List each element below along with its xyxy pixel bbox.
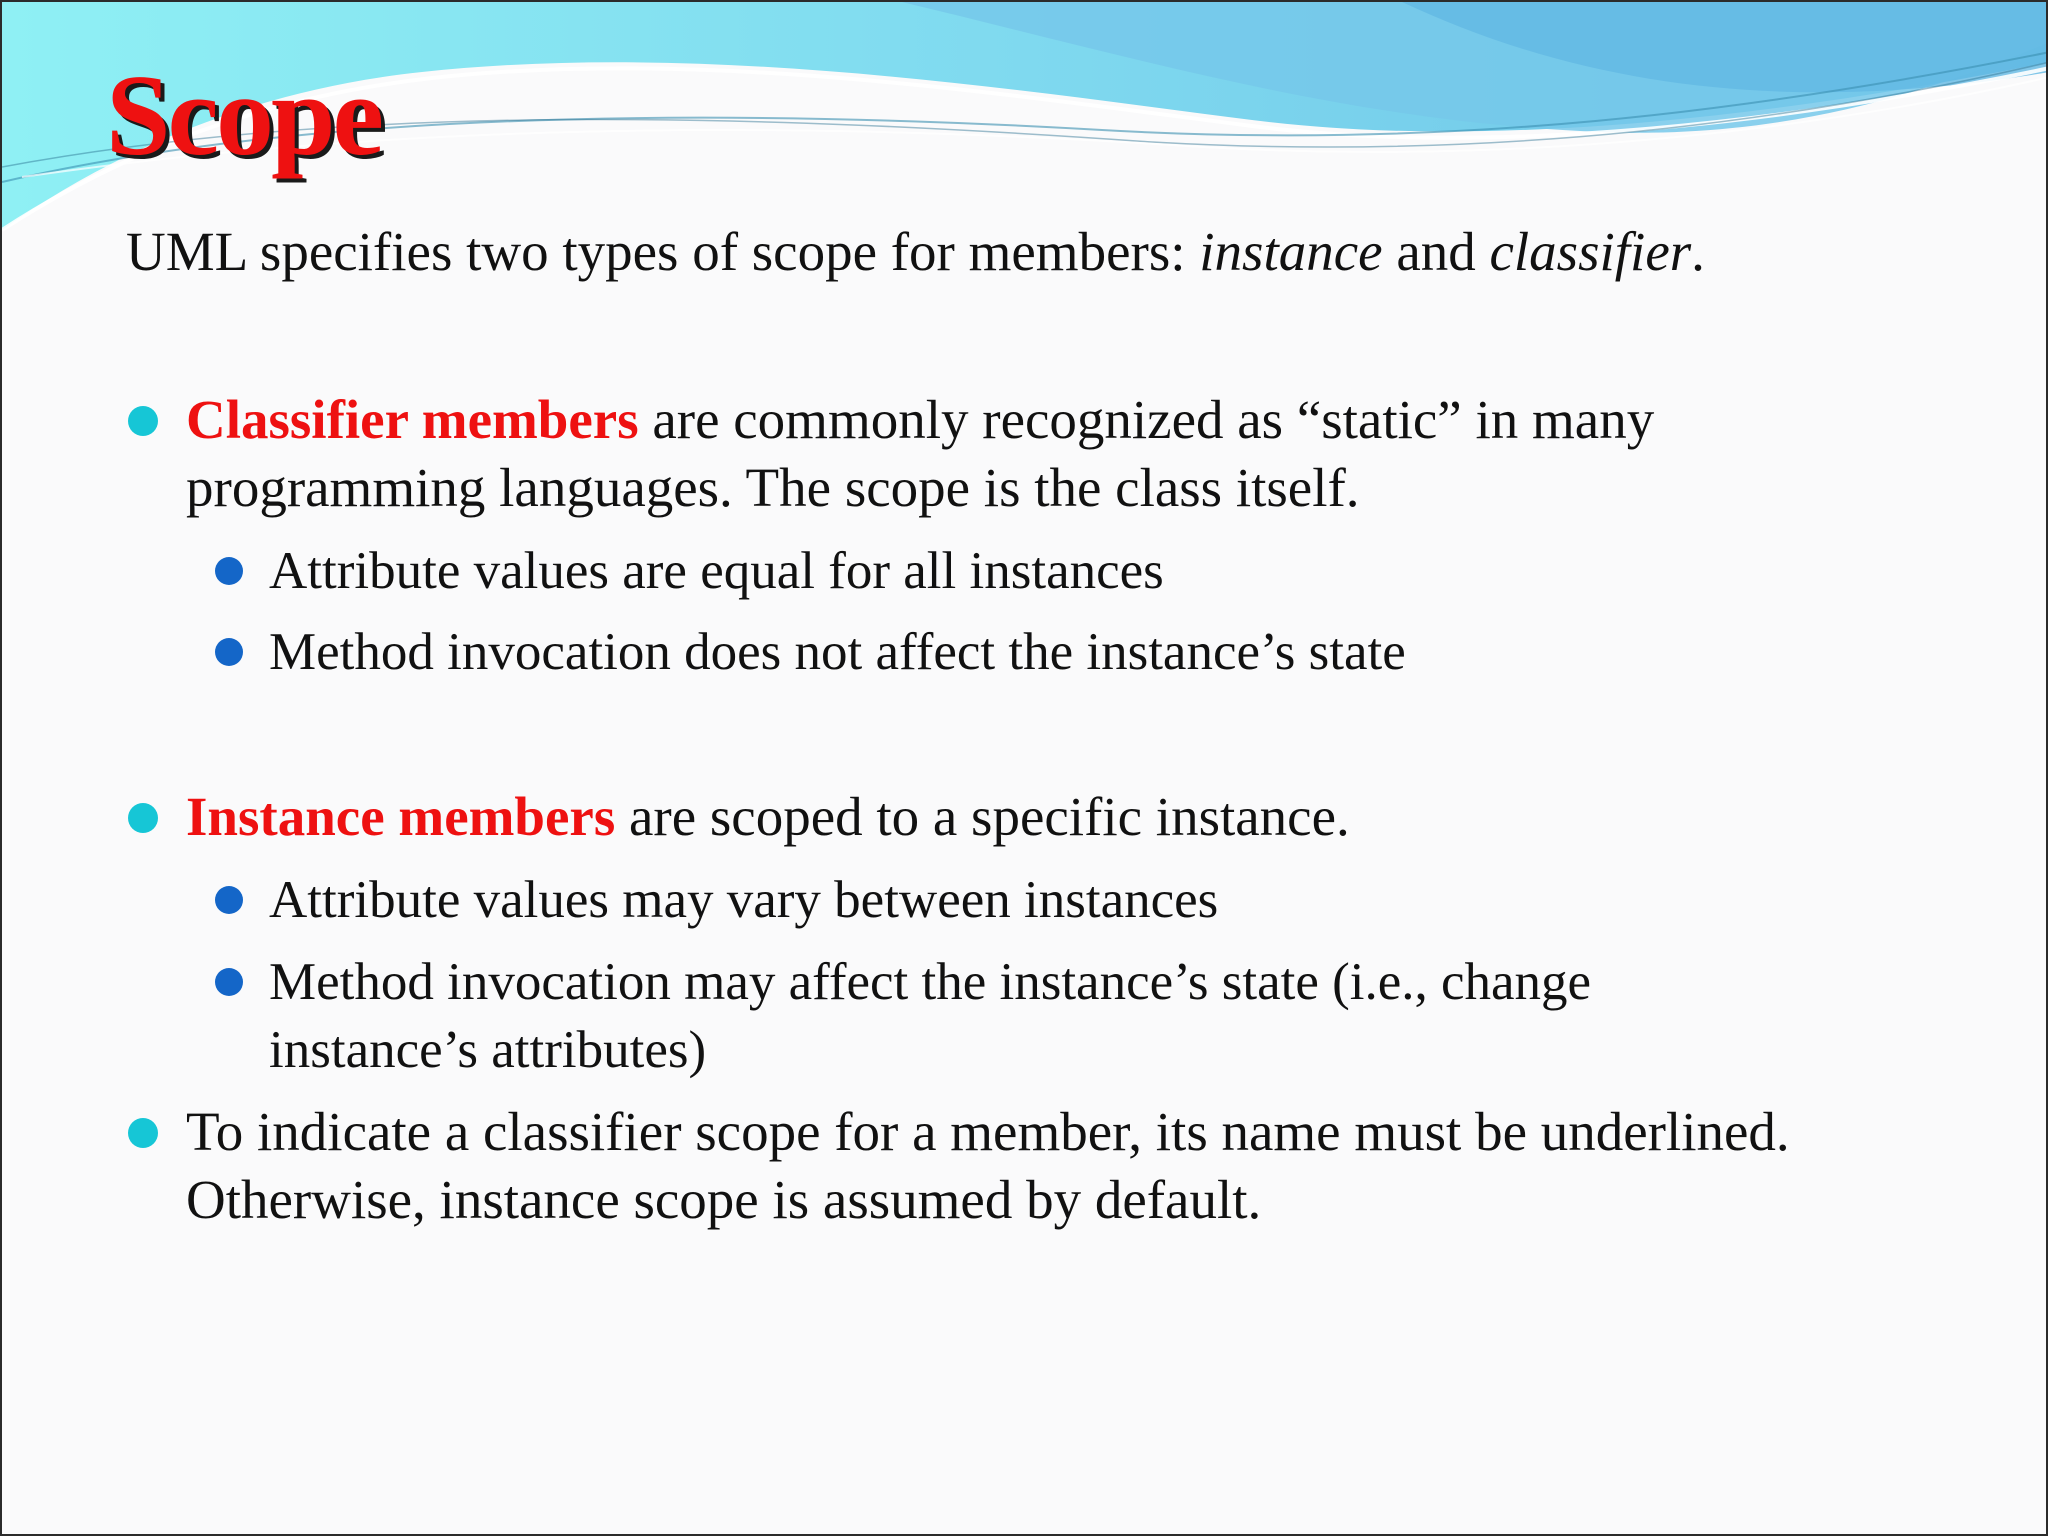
bullet-line-2: programming languages. The scope is the class itself.: [186, 457, 1360, 518]
bullet-line-2: Otherwise, instance scope is assumed by default.: [186, 1169, 1262, 1230]
bullet-instance-members: [186, 783, 1350, 851]
highlight-classifier-members: Classifier members: [186, 389, 639, 450]
sub-bullet-dot-icon: [215, 968, 243, 996]
bullet-dot-icon: [128, 406, 158, 436]
slide-title: Scope: [106, 52, 381, 180]
sub-bullet-dot-icon: [215, 557, 243, 585]
intro-italic-instance: instance: [1199, 221, 1383, 282]
subitem-text: Method invocation does not affect the instance’s state: [269, 623, 1406, 681]
sub-bullet-dot-icon: [215, 886, 243, 914]
bullet-line: To indicate a classifier scope for a member, its name must be underlined.: [186, 1101, 1790, 1162]
subitem-text-line-2: instance’s attributes): [269, 1021, 707, 1079]
subitem-text: Attribute values are equal for all instances: [269, 542, 1164, 600]
intro-text-before: UML specifies two types of scope for members:: [126, 221, 1200, 282]
sub-bullet-dot-icon: [215, 638, 243, 666]
bullet-text: are scoped to a specific instance.: [615, 786, 1350, 847]
subitem-text: Method invocation may affect the instance’s state (i.e., change: [269, 953, 1592, 1011]
subitem-attribute-values-equal: [269, 537, 1164, 605]
subitem-attribute-values-vary: [269, 866, 1218, 934]
subitem-method-invocation-no-affect: [269, 618, 1406, 686]
bullet-line: [186, 386, 1654, 454]
highlight-instance-members: Instance members: [186, 786, 616, 847]
bullet-classifier-scope-underline: [186, 1098, 1790, 1234]
bullet-dot-icon: [128, 803, 158, 833]
intro-text-after: .: [1691, 221, 1705, 282]
subitem-method-invocation-may-affect: [269, 948, 1591, 1084]
intro-text-between: and: [1382, 221, 1490, 282]
bullet-dot-icon: [128, 1118, 158, 1148]
bullet-classifier-members: [186, 386, 1654, 522]
bullet-text: are commonly recognized as “static” in many: [638, 389, 1655, 450]
bullet-line: [186, 783, 1350, 851]
subitem-text: Attribute values may vary between instances: [269, 871, 1219, 929]
intro-italic-classifier: classifier: [1489, 221, 1692, 282]
intro-paragraph: [126, 220, 1705, 284]
